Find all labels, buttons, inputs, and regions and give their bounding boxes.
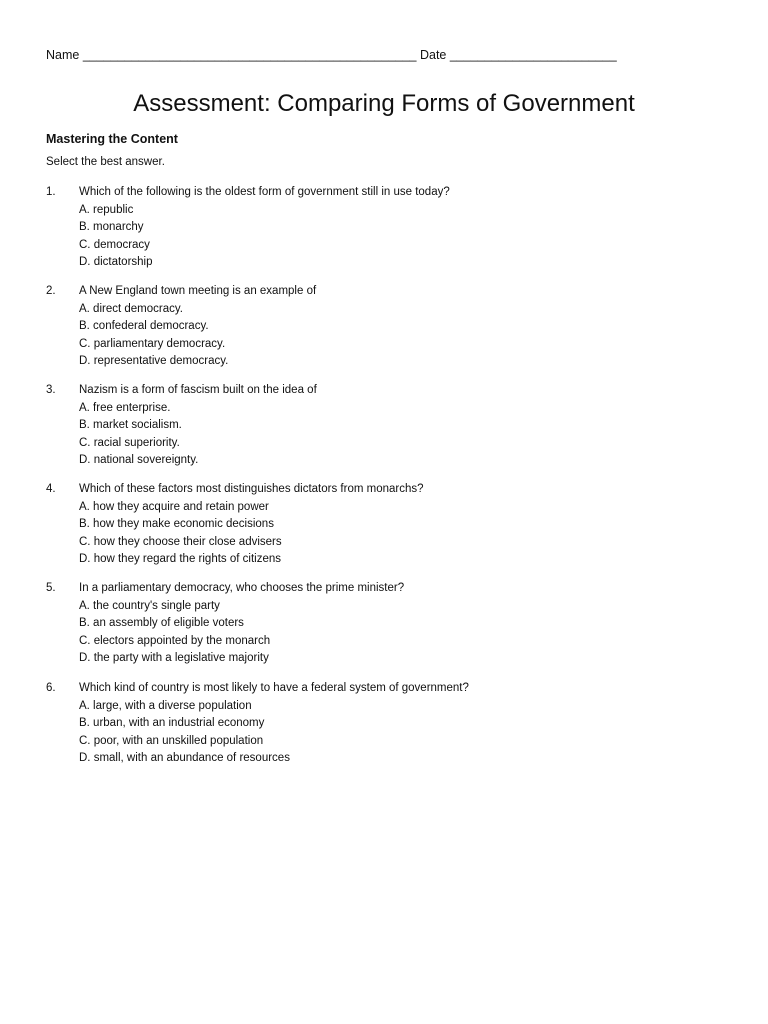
answer-option-c: C. racial superiority. (79, 436, 180, 449)
answer-option-c: C. poor, with an unskilled population (79, 734, 264, 747)
question-body (79, 184, 719, 272)
answer-option-d: D. how they regard the rights of citizens (79, 553, 281, 565)
section-heading: Mastering the Content (46, 132, 178, 146)
answer-option-b: B. monarchy (79, 221, 144, 233)
question-stem: Which kind of country is most likely to have a federal system of government? (79, 682, 469, 694)
answer-option-b: B. how they make economic decisions (79, 518, 274, 530)
answer-option-b: B. urban, with an industrial economy (79, 717, 265, 729)
answer-option-b: B. an assembly of eligible voters (79, 617, 244, 629)
question-stem: In a parliamentary democracy, who chooses the prime minister? (79, 582, 405, 594)
answer-option-b: B. market socialism. (79, 419, 182, 431)
answer-option-a: A. free enterprise. (79, 401, 171, 414)
question-number: 6. (46, 682, 56, 694)
answer-option-d: D. national sovereignty. (79, 454, 199, 466)
question-number: 4. (46, 483, 56, 495)
question-body (79, 680, 719, 768)
question-body (79, 580, 719, 668)
question-stem: Nazism is a form of fascism built on the idea of (79, 384, 317, 396)
answer-option-c: C. democracy (79, 238, 150, 251)
answer-option-d: D. small, with an abundance of resources (79, 752, 290, 764)
answer-option-a: A. how they acquire and retain power (79, 500, 269, 513)
answer-option-d: D. representative democracy. (79, 355, 229, 367)
question-stem: Which of these factors most distinguishes dictators from monarchs? (79, 483, 424, 495)
page-title: Assessment: Comparing Forms of Government (133, 90, 635, 117)
instruction-text: Select the best answer. (46, 156, 165, 168)
question-body (79, 382, 719, 470)
answer-option-d: D. dictatorship (79, 256, 153, 268)
question-number: 5. (46, 582, 56, 594)
question-body (79, 283, 719, 371)
answer-option-b: B. confederal democracy. (79, 320, 209, 332)
answer-option-d: D. the party with a legislative majority (79, 652, 269, 664)
answer-option-c: C. how they choose their close advisers (79, 535, 282, 548)
name-date-line: Name ________________________________________________ Date ________________________ (46, 48, 617, 62)
question-stem: A New England town meeting is an example of (79, 285, 317, 297)
answer-option-a: A. the country's single party (79, 599, 220, 612)
answer-option-c: C. electors appointed by the monarch (79, 634, 271, 647)
answer-option-a: A. republic (79, 203, 134, 216)
answer-option-c: C. parliamentary democracy. (79, 337, 226, 350)
answer-option-a: A. direct democracy. (79, 302, 183, 315)
question-stem: Which of the following is the oldest form of government still in use today? (79, 186, 450, 198)
question-body (79, 481, 719, 569)
question-number: 2. (46, 285, 56, 297)
question-number: 1. (46, 186, 56, 198)
answer-option-a: A. large, with a diverse population (79, 699, 252, 712)
question-number: 3. (46, 384, 56, 396)
